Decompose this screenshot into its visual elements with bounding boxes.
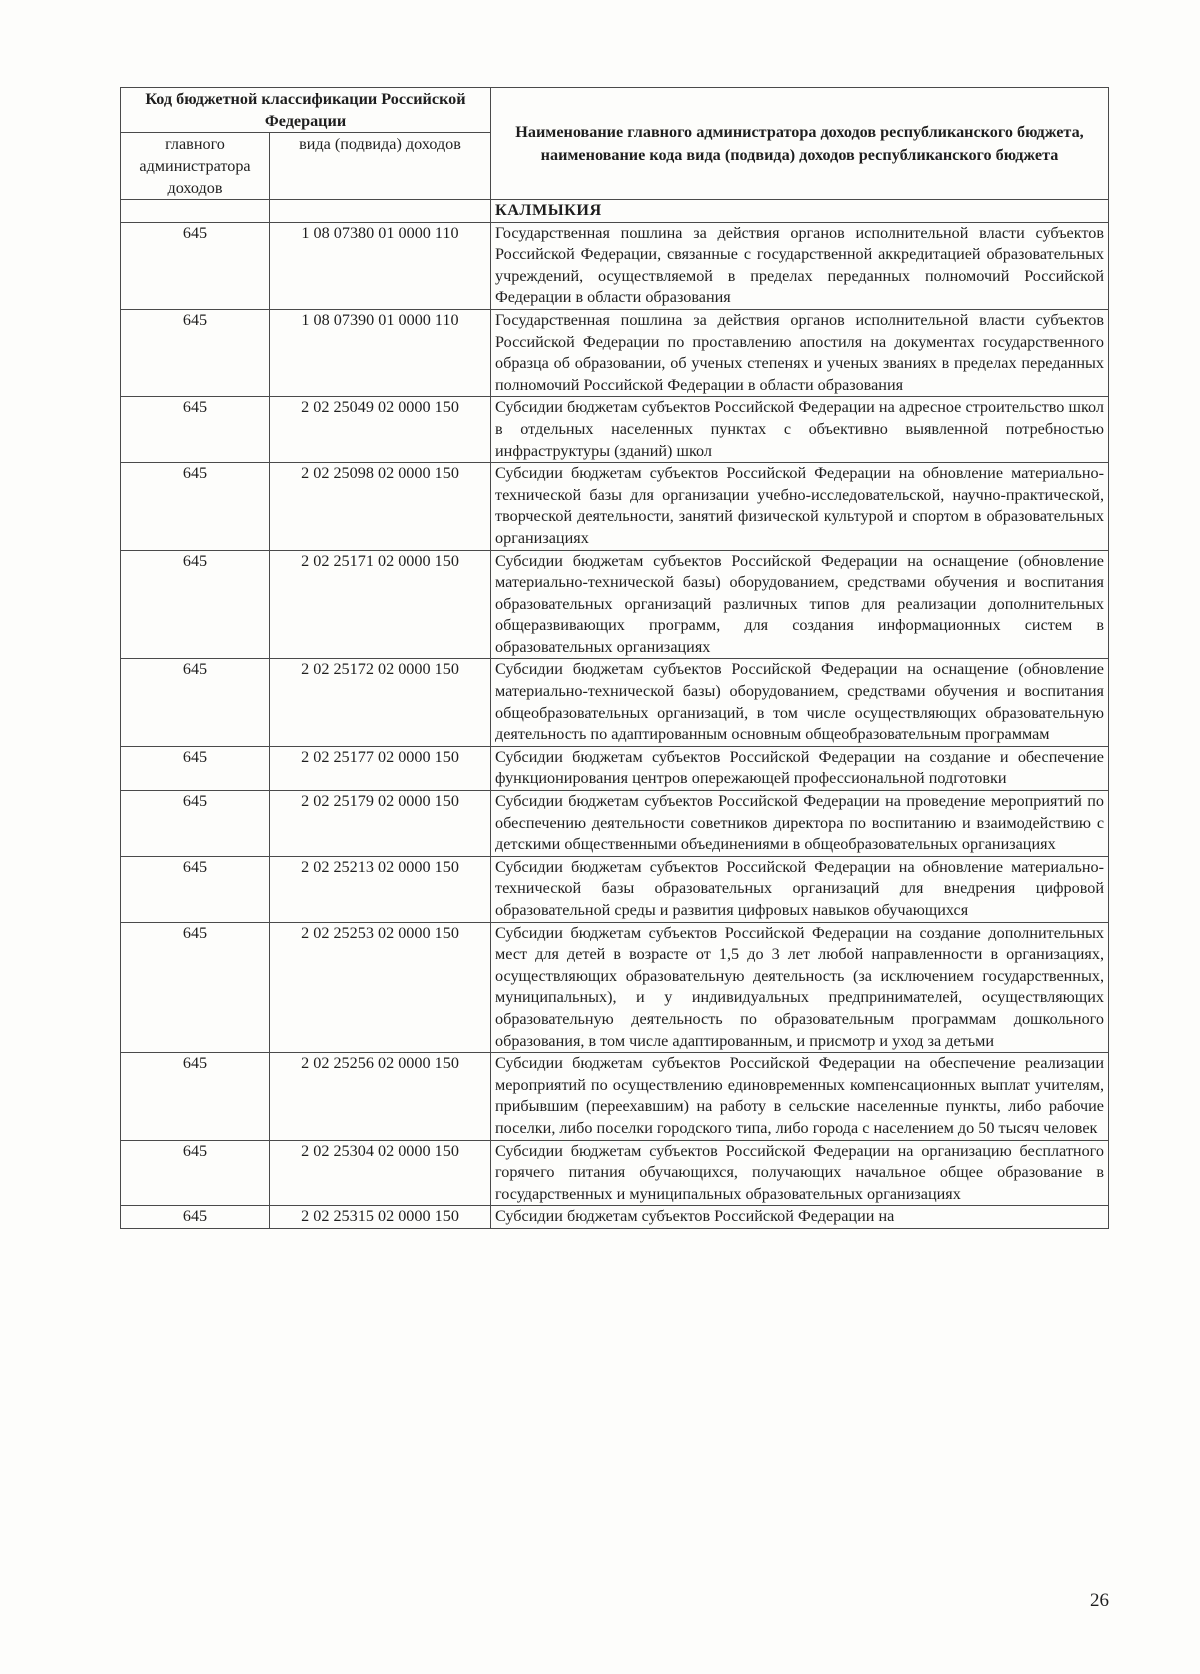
revenue-code-cell: 2 02 25171 02 0000 150	[270, 550, 491, 659]
table-row	[121, 1206, 1109, 1229]
table-row	[121, 1053, 1109, 1140]
region-row	[121, 200, 1109, 223]
table-row	[121, 463, 1109, 550]
revenue-code-cell: 2 02 25177 02 0000 150	[270, 746, 491, 790]
admin-code-cell: 645	[121, 397, 270, 463]
revenue-code-cell: 2 02 25213 02 0000 150	[270, 856, 491, 922]
revenue-code-cell: 1 08 07380 01 0000 110	[270, 222, 491, 309]
admin-code-cell: 645	[121, 309, 270, 396]
table-row	[121, 659, 1109, 746]
table-row	[121, 791, 1109, 857]
revenue-name-cell: Субсидии бюджетам субъектов Российской Федерации на создание дополнительных мест для детей в возрасте от 1,5 до 3 лет любой направленности в организациях, осуществляющих образовательную деятельность (за исключением государственных, муниципальных), и у индивидуальных предпринимателей, осуществляющих образовательную деятельность по образовательным программам дошкольного образования, в том числе адаптированным, и присмотр и уход за детьми	[491, 922, 1109, 1053]
revenue-code-cell: 2 02 25172 02 0000 150	[270, 659, 491, 746]
admin-code-cell: 645	[121, 1140, 270, 1206]
revenue-name-cell: Субсидии бюджетам субъектов Российской Федерации на адресное строительство школ в отдельных населенных пунктах с объективно выявленной потребностью инфраструктуры (зданий) школ	[491, 397, 1109, 463]
revenue-name-cell: Субсидии бюджетам субъектов Российской Федерации на организацию бесплатного горячего питания обучающихся, получающих начальное общее образование в государственных и муниципальных образовательных организациях	[491, 1140, 1109, 1206]
admin-code-cell: 645	[121, 856, 270, 922]
revenue-code-cell: 2 02 25256 02 0000 150	[270, 1053, 491, 1140]
admin-code-cell: 645	[121, 746, 270, 790]
revenue-name-cell: Субсидии бюджетам субъектов Российской Федерации на обновление материально-технической базы для организации учебно-исследовательской, научно-практической, творческой деятельности, занятий физической культурой и спортом в образовательных организациях	[491, 463, 1109, 550]
revenue-name-cell: Государственная пошлина за действия органов исполнительной власти субъектов Российской Федерации по проставлению апостиля на документах государственного образца об образовании, об ученых степенях и ученых званиях в пределах переданных полномочий Российской Федерации в области образования	[491, 309, 1109, 396]
revenue-name-cell: Субсидии бюджетам субъектов Российской Федерации на обновление материально-технической базы образовательных организаций для внедрения цифровой образовательной среды и развития цифровых навыков обучающихся	[491, 856, 1109, 922]
table-row	[121, 1140, 1109, 1206]
admin-code-cell: 645	[121, 1053, 270, 1140]
revenue-classification-table	[120, 87, 1109, 1229]
revenue-code-cell: 2 02 25098 02 0000 150	[270, 463, 491, 550]
revenue-name-cell: Субсидии бюджетам субъектов Российской Федерации на оснащение (обновление материально-технической базы) оборудованием, средствами обучения и воспитания общеобразовательных организаций, в том числе осуществляющих образовательную деятельность по адаптированным основным общеобразовательным программам	[491, 659, 1109, 746]
region-row-empty-admin	[121, 200, 270, 223]
revenue-name-cell: Субсидии бюджетам субъектов Российской Федерации на оснащение (обновление материально-технической базы) оборудованием, средствами обучения и воспитания образовательных организаций различных типов для реализации дополнительных общеразвивающих программ, для создания информационных систем в образовательных организациях	[491, 550, 1109, 659]
revenue-code-cell: 2 02 25315 02 0000 150	[270, 1206, 491, 1229]
admin-code-cell: 645	[121, 550, 270, 659]
table-row	[121, 309, 1109, 396]
table-row	[121, 550, 1109, 659]
revenue-code-cell: 2 02 25049 02 0000 150	[270, 397, 491, 463]
table-row	[121, 856, 1109, 922]
header-code-column: вида (подвида) доходов	[270, 133, 491, 200]
table-row	[121, 746, 1109, 790]
admin-code-cell: 645	[121, 463, 270, 550]
region-title: КАЛМЫКИЯ	[491, 200, 1109, 223]
table-row	[121, 222, 1109, 309]
revenue-name-cell: Субсидии бюджетам субъектов Российской Федерации на проведение мероприятий по обеспечению деятельности советников директора по воспитанию и взаимодействию с детскими общественными объединениями в общеобразовательных организациях	[491, 791, 1109, 857]
revenue-code-cell: 1 08 07390 01 0000 110	[270, 309, 491, 396]
admin-code-cell: 645	[121, 222, 270, 309]
admin-code-cell: 645	[121, 922, 270, 1053]
revenue-code-cell: 2 02 25304 02 0000 150	[270, 1140, 491, 1206]
header-name-column: Наименование главного администратора доходов республиканского бюджета, наименование кода вида (подвида) доходов республиканского бюджета	[491, 88, 1109, 200]
revenue-name-cell: Субсидии бюджетам субъектов Российской Федерации на создание и обеспечение функционирования центров опережающей профессиональной подготовки	[491, 746, 1109, 790]
table-body	[121, 200, 1109, 1229]
header-group-title: Код бюджетной классификации Российской Федерации	[121, 88, 491, 133]
admin-code-cell: 645	[121, 1206, 270, 1229]
page-number: 26	[1090, 1590, 1109, 1611]
region-row-empty-code	[270, 200, 491, 223]
header-admin-column: главного администратора доходов	[121, 133, 270, 200]
table-row	[121, 922, 1109, 1053]
admin-code-cell: 645	[121, 659, 270, 746]
table-row	[121, 397, 1109, 463]
admin-code-cell: 645	[121, 791, 270, 857]
revenue-name-cell: Субсидии бюджетам субъектов Российской Федерации на обеспечение реализации мероприятий по осуществлению единовременных компенсационных выплат учителям, прибывшим (переехавшим) на работу в сельские населенные пункты, либо рабочие поселки, либо поселки городского типа, либо города с населением до 50 тысяч человек	[491, 1053, 1109, 1140]
revenue-code-cell: 2 02 25179 02 0000 150	[270, 791, 491, 857]
revenue-name-cell: Государственная пошлина за действия органов исполнительной власти субъектов Российской Федерации, связанные с государственной аккредитацией образовательных учреждений, осуществляемой в пределах переданных полномочий Российской Федерации в области образования	[491, 222, 1109, 309]
revenue-name-cell: Субсидии бюджетам субъектов Российской Федерации на	[491, 1206, 1109, 1229]
revenue-code-cell: 2 02 25253 02 0000 150	[270, 922, 491, 1053]
